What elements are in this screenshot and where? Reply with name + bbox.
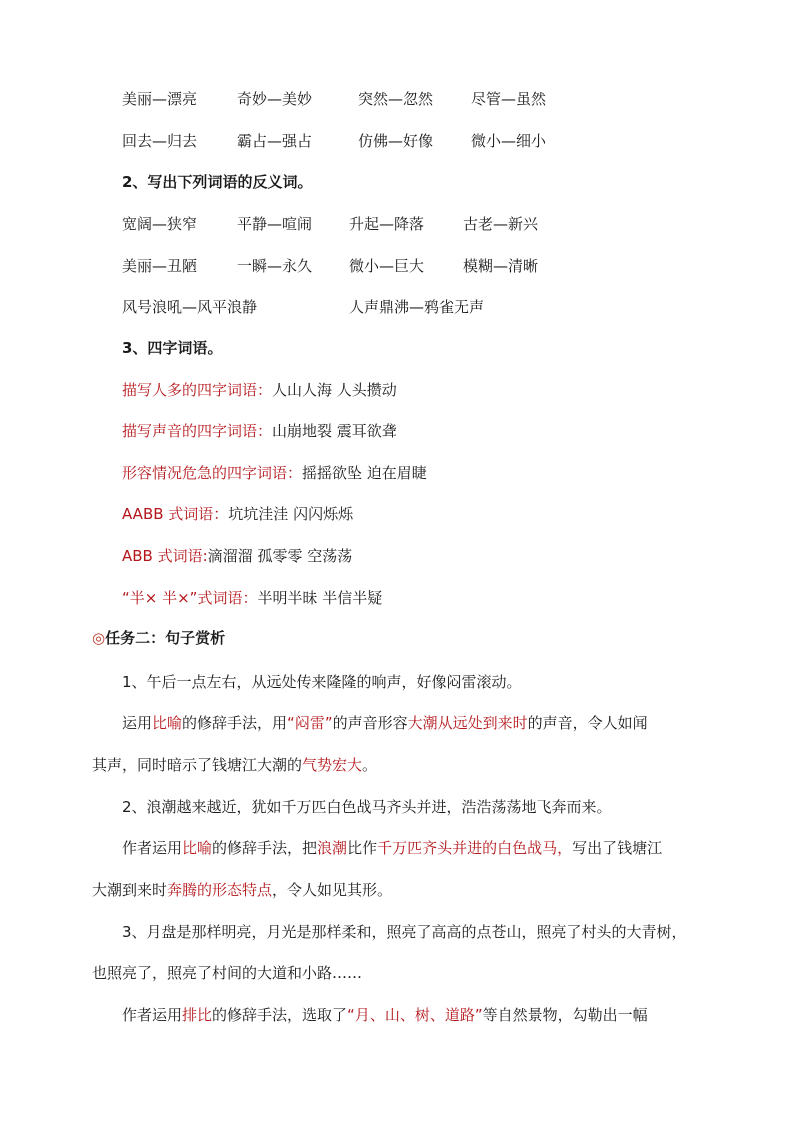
item-value: 半明半昧 半信半疑 bbox=[257, 589, 383, 607]
word-pair: 美丽—丑陋 bbox=[122, 257, 198, 275]
item-label: “半× 半×”式词语： bbox=[122, 589, 258, 607]
word-pair: 风号浪吼—风平浪静 bbox=[122, 298, 258, 316]
text: 。 bbox=[362, 756, 378, 774]
text: 作者运用 bbox=[122, 839, 183, 857]
analysis-2-line-1 bbox=[122, 838, 662, 858]
item-value: 坑坑洼洼 闪闪烁烁 bbox=[228, 505, 354, 523]
word-pair: 美丽—漂亮 bbox=[122, 90, 198, 108]
word-pair: 回去—归去 bbox=[122, 132, 198, 150]
text: 写出了钱塘江 bbox=[572, 839, 663, 857]
analysis-1-line-1 bbox=[122, 713, 648, 733]
word-pair: 霸占—强占 bbox=[237, 132, 313, 150]
highlight: 浪潮 bbox=[317, 839, 348, 857]
text: 等自然景物，勾勒出一幅 bbox=[482, 1006, 648, 1024]
analysis-2-line-2 bbox=[92, 880, 392, 900]
highlight: 大潮从远处到来时 bbox=[407, 714, 528, 732]
word-pair: 微小—细小 bbox=[471, 132, 547, 150]
word-pair: 平静—喧闹 bbox=[237, 215, 313, 233]
item-value: 摇摇欲坠 迫在眉睫 bbox=[302, 464, 427, 482]
four-char-item bbox=[122, 421, 397, 441]
word-pair: 奇妙—美妙 bbox=[237, 90, 313, 108]
text: ，令人如见其形。 bbox=[272, 881, 393, 899]
item-label: 描写声音的四字词语： bbox=[122, 422, 273, 440]
item-label: ABB 式词语: bbox=[122, 547, 208, 565]
four-char-item bbox=[122, 380, 397, 400]
text: 作者运用 bbox=[122, 1006, 183, 1024]
text: 的声音，令人如闻 bbox=[527, 714, 648, 732]
task2-heading-line bbox=[92, 628, 225, 648]
four-char-item bbox=[122, 588, 382, 608]
word-pair: 一瞬—永久 bbox=[237, 257, 313, 275]
sentence-1: 1、午后一点左右，从远处传来隆隆的响声，好像闷雷滚动。 bbox=[122, 673, 522, 691]
text: 大潮到来时 bbox=[92, 881, 168, 899]
item-label: AABB 式词语： bbox=[122, 505, 229, 523]
word-pair: 古老—新兴 bbox=[463, 215, 539, 233]
text: 的修辞手法，把 bbox=[212, 839, 318, 857]
analysis-3-line-1 bbox=[122, 1005, 648, 1025]
highlight: 排比 bbox=[182, 1006, 213, 1024]
highlight: 千万匹齐头并进的白色战马， bbox=[377, 839, 573, 857]
task2-heading: 任务二：句子赏析 bbox=[105, 629, 226, 647]
word-pair: 微小—巨大 bbox=[349, 257, 425, 275]
item-value: 滴溜溜 孤零零 空荡荡 bbox=[207, 547, 353, 565]
antonyms-heading: 2、写出下列词语的反义词。 bbox=[122, 173, 313, 191]
word-pair: 模糊—清晰 bbox=[463, 257, 539, 275]
text: 的修辞手法，用 bbox=[182, 714, 288, 732]
four-char-heading: 3、四字词语。 bbox=[122, 339, 223, 357]
highlight: 比喻 bbox=[182, 839, 213, 857]
four-char-item bbox=[122, 546, 352, 566]
item-label: 形容情况危急的四字词语： bbox=[122, 464, 303, 482]
highlight: 气势宏大 bbox=[302, 756, 363, 774]
word-pair: 尽管—虽然 bbox=[471, 90, 547, 108]
four-char-item bbox=[122, 504, 353, 524]
four-char-item bbox=[122, 463, 427, 483]
highlight: “闷雷” bbox=[287, 714, 333, 732]
sentence-2: 2、浪潮越来越近，犹如千万匹白色战马齐头并进，浩浩荡荡地飞奔而来。 bbox=[122, 798, 612, 816]
circle-bullet-icon: ◎ bbox=[92, 629, 106, 647]
item-label: 描写人多的四字词语： bbox=[122, 381, 273, 399]
highlight: 比喻 bbox=[152, 714, 183, 732]
word-pair: 人声鼎沸—鸦雀无声 bbox=[349, 298, 485, 316]
text: 比作 bbox=[347, 839, 378, 857]
item-value: 山崩地裂 震耳欲聋 bbox=[272, 422, 397, 440]
highlight: 奔腾的形态特点 bbox=[167, 881, 273, 899]
sentence-3-line-1: 3、月盘是那样明亮，月光是那样柔和，照亮了高高的点苍山，照亮了村头的大青树， bbox=[122, 923, 687, 941]
word-pair: 宽阔—狭窄 bbox=[122, 215, 198, 233]
text: 的声音形容 bbox=[332, 714, 408, 732]
text: 其声，同时暗示了钱塘江大潮的 bbox=[92, 756, 303, 774]
text: 运用 bbox=[122, 714, 153, 732]
text: 的修辞手法，选取了 bbox=[212, 1006, 348, 1024]
highlight: “月、山、树、道路” bbox=[347, 1006, 483, 1024]
word-pair: 升起—降落 bbox=[349, 215, 425, 233]
word-pair: 突然—忽然 bbox=[358, 90, 434, 108]
item-value: 人山人海 人头攒动 bbox=[272, 381, 397, 399]
analysis-1-line-2 bbox=[92, 755, 377, 775]
sentence-3-line-2: 也照亮了，照亮了村间的大道和小路…… bbox=[92, 964, 363, 982]
word-pair: 仿佛—好像 bbox=[358, 132, 434, 150]
